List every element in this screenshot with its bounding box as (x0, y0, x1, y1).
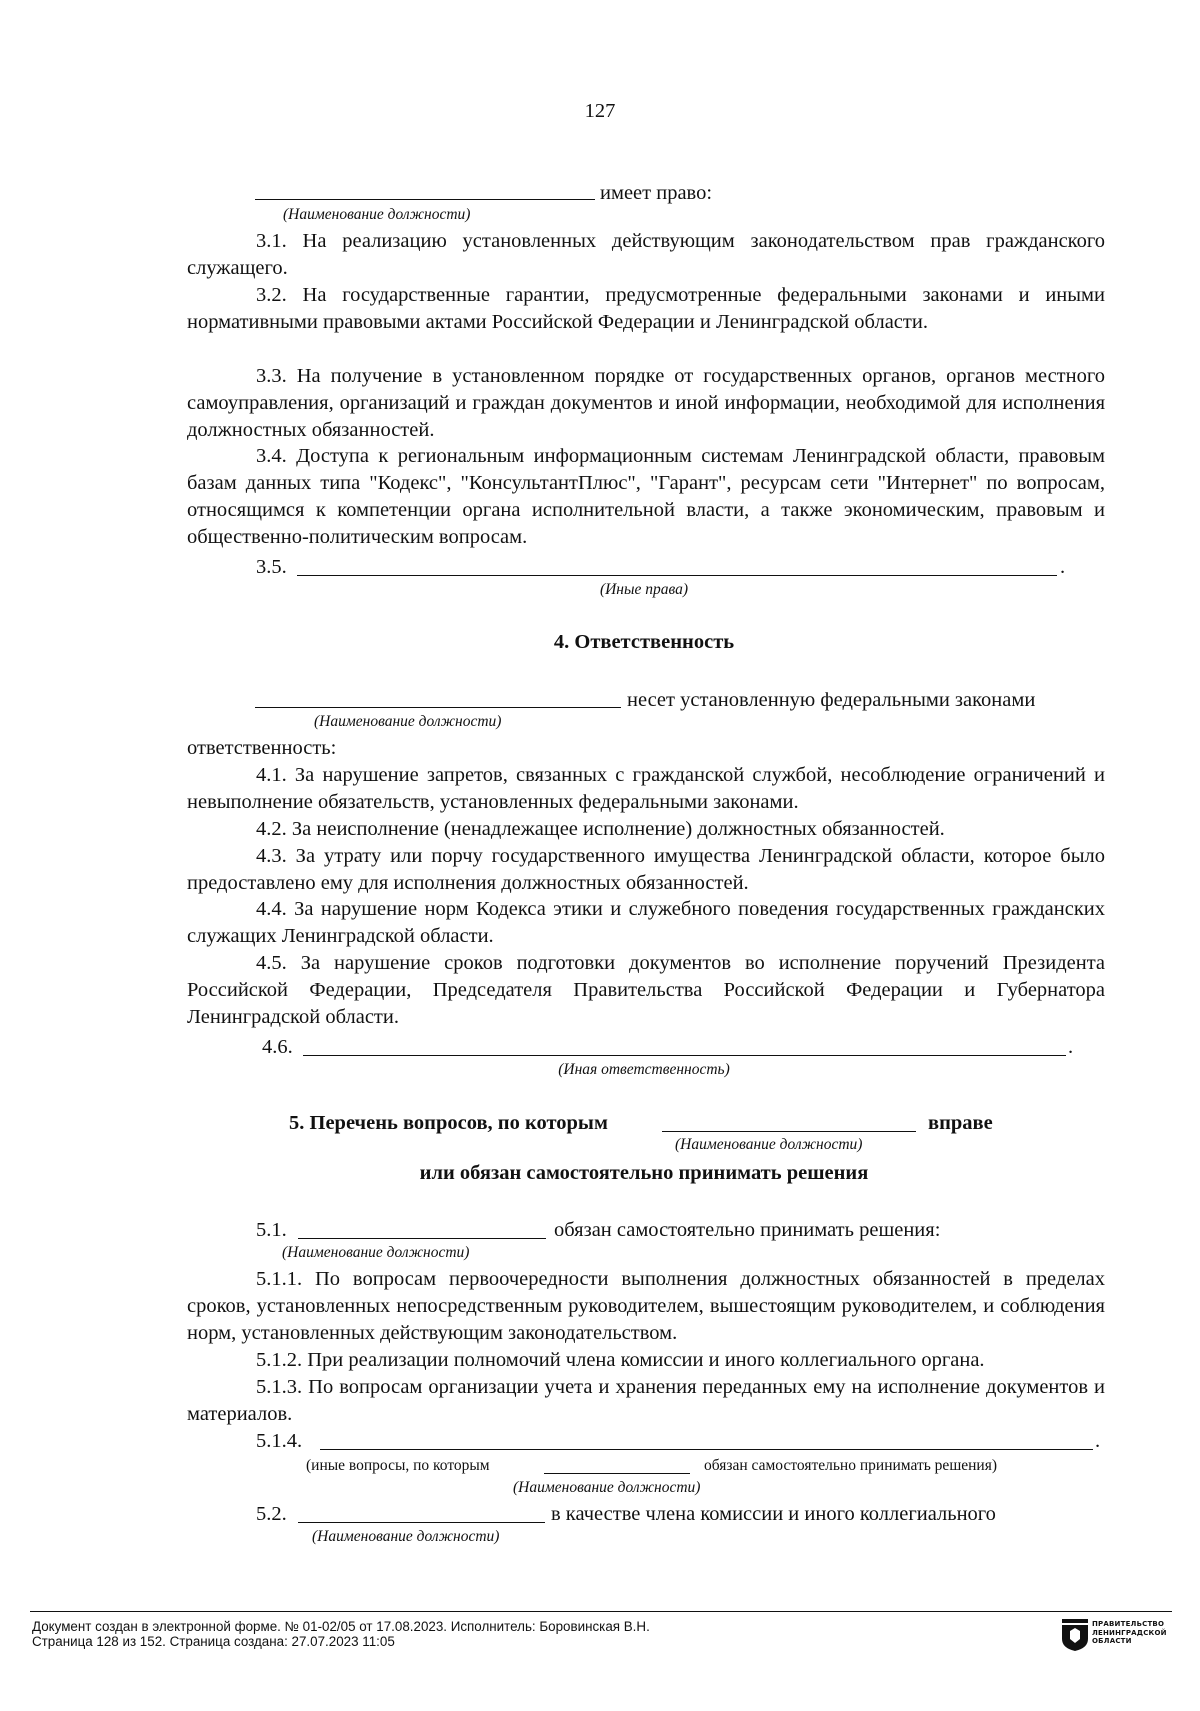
clause-5-1-3: 5.1.3. По вопросам организации учета и хранения переданных ему на исполнение документов и материалов. (187, 1376, 1105, 1425)
position-blank-line (298, 1522, 545, 1523)
position-caption: (Наименование должности) (513, 1479, 701, 1496)
clause-4-4: 4.4. За нарушение норм Кодекса этики и служебного поведения государственных гражданских служащих Ленинградской области. (187, 898, 1105, 947)
section-5-heading-line2: или обязан самостоятельно принимать решения (419, 1162, 869, 1184)
clause-5-1-4-number: 5.1.4. (256, 1430, 303, 1452)
clause-5-1-2: 5.1.2. При реализации полномочий члена комиссии и иного коллегиального органа. (256, 1349, 985, 1371)
position-caption: (Наименование должности) (283, 206, 471, 223)
position-caption: (Наименование должности) (314, 713, 502, 730)
footer-rule (30, 1611, 1172, 1612)
responsibility-intro: несет установленную федеральными законами (627, 689, 1036, 711)
responsibility-intro-cont: ответственность: (187, 737, 337, 759)
clause-4-6-end: . (1068, 1036, 1074, 1058)
coat-of-arms-icon (1062, 1619, 1088, 1651)
page-number: 127 (584, 100, 616, 122)
other-questions-blank-line (320, 1449, 1093, 1450)
other-responsibility-blank-line (303, 1055, 1066, 1056)
clause-4-5: 4.5. За нарушение сроков подготовки документов во исполнение поручений Президента Российской Федерации, Председателя Правительства Российской Федерации и Губернатора Ленинградской области. (187, 952, 1105, 1028)
section-4-heading: 4. Ответственность (553, 631, 735, 653)
clause-5-1-number: 5.1. (256, 1219, 287, 1241)
other-rights-caption: (Иные права) (599, 581, 689, 598)
position-caption: (Наименование должности) (675, 1136, 863, 1153)
section-5-heading-part1: 5. Перечень вопросов, по которым (289, 1112, 608, 1134)
other-rights-blank-line (297, 575, 1057, 576)
clause-4-2: 4.2. За неисполнение (ненадлежащее исполнение) должностных обязанностей. (256, 818, 945, 840)
clause-5-2-number: 5.2. (256, 1503, 287, 1525)
clause-3-4: 3.4. Доступа к региональным информационным системам Ленинградской области, правовым базам данных типа "Кодекс", "КонсультантПлюс", "Гарант", ресурсам сети "Интернет" по вопросам, относящимся к компетенции органа исполнительной власти, а также экономическим, правовым и общественно-политическим вопросам. (187, 445, 1105, 548)
position-blank-line (255, 707, 621, 708)
clause-3-5-number: 3.5. (256, 556, 287, 578)
position-blank-line (544, 1473, 690, 1474)
footer-line-2: Страница 128 из 152. Страница создана: 27.07.2023 11:05 (32, 1634, 395, 1649)
position-blank-line (662, 1131, 916, 1132)
clause-3-5-end: . (1060, 556, 1066, 578)
government-logo (1062, 1619, 1182, 1653)
clause-5-1-text: обязан самостоятельно принимать решения: (554, 1219, 941, 1241)
clause-4-3: 4.3. За утрату или порчу государственного имущества Ленинградской области, которое было предоставлено ему для исполнения должностных обязанностей. (187, 845, 1105, 894)
other-questions-caption-start: (иные вопросы, по которым (306, 1457, 490, 1474)
position-blank-line (255, 199, 595, 200)
section-5-heading-part2: вправе (928, 1112, 993, 1134)
rights-intro: имеет право: (600, 182, 713, 204)
clause-3-1: 3.1. На реализацию установленных действующим законодательством прав гражданского служащего. (187, 230, 1105, 279)
footer-line-1: Документ создан в электронной форме. № 01-02/05 от 17.08.2023. Исполнитель: Боровинская В.Н. (32, 1619, 650, 1634)
clause-5-1-4-end: . (1095, 1430, 1101, 1452)
other-questions-caption-end: обязан самостоятельно принимать решения) (704, 1457, 998, 1474)
position-caption: (Наименование должности) (312, 1528, 500, 1545)
clause-5-1-1: 5.1.1. По вопросам первоочередности выполнения должностных обязанностей в пределах сроков, установленных непосредственным руководителем, вышестоящим руководителем, и соблюдения норм, установленных действующим законодательством. (187, 1268, 1105, 1344)
clause-5-2-text: в качестве члена комиссии и иного коллегиального (551, 1503, 996, 1525)
clause-4-1: 4.1. За нарушение запретов, связанных с гражданской службой, несоблюдение ограничений и невыполнение обязательств, установленных федеральными законами. (187, 764, 1105, 813)
clause-3-3: 3.3. На получение в установленном порядке от государственных органов, органов местного самоуправления, организаций и граждан документов и иной информации, необходимой для исполнения должностных обязанностей. (187, 365, 1105, 441)
position-caption: (Наименование должности) (282, 1244, 470, 1261)
other-responsibility-caption: (Иная ответственность) (558, 1061, 730, 1078)
logo-text: ПРАВИТЕЛЬСТВО ЛЕНИНГРАДСКОЙ ОБЛАСТИ (1092, 1620, 1167, 1645)
clause-4-6-number: 4.6. (262, 1036, 293, 1058)
clause-3-2: 3.2. На государственные гарантии, предусмотренные федеральными законами и иными нормативными правовыми актами Российской Федерации и Ленинградской области. (187, 284, 1105, 333)
position-blank-line (298, 1238, 546, 1239)
